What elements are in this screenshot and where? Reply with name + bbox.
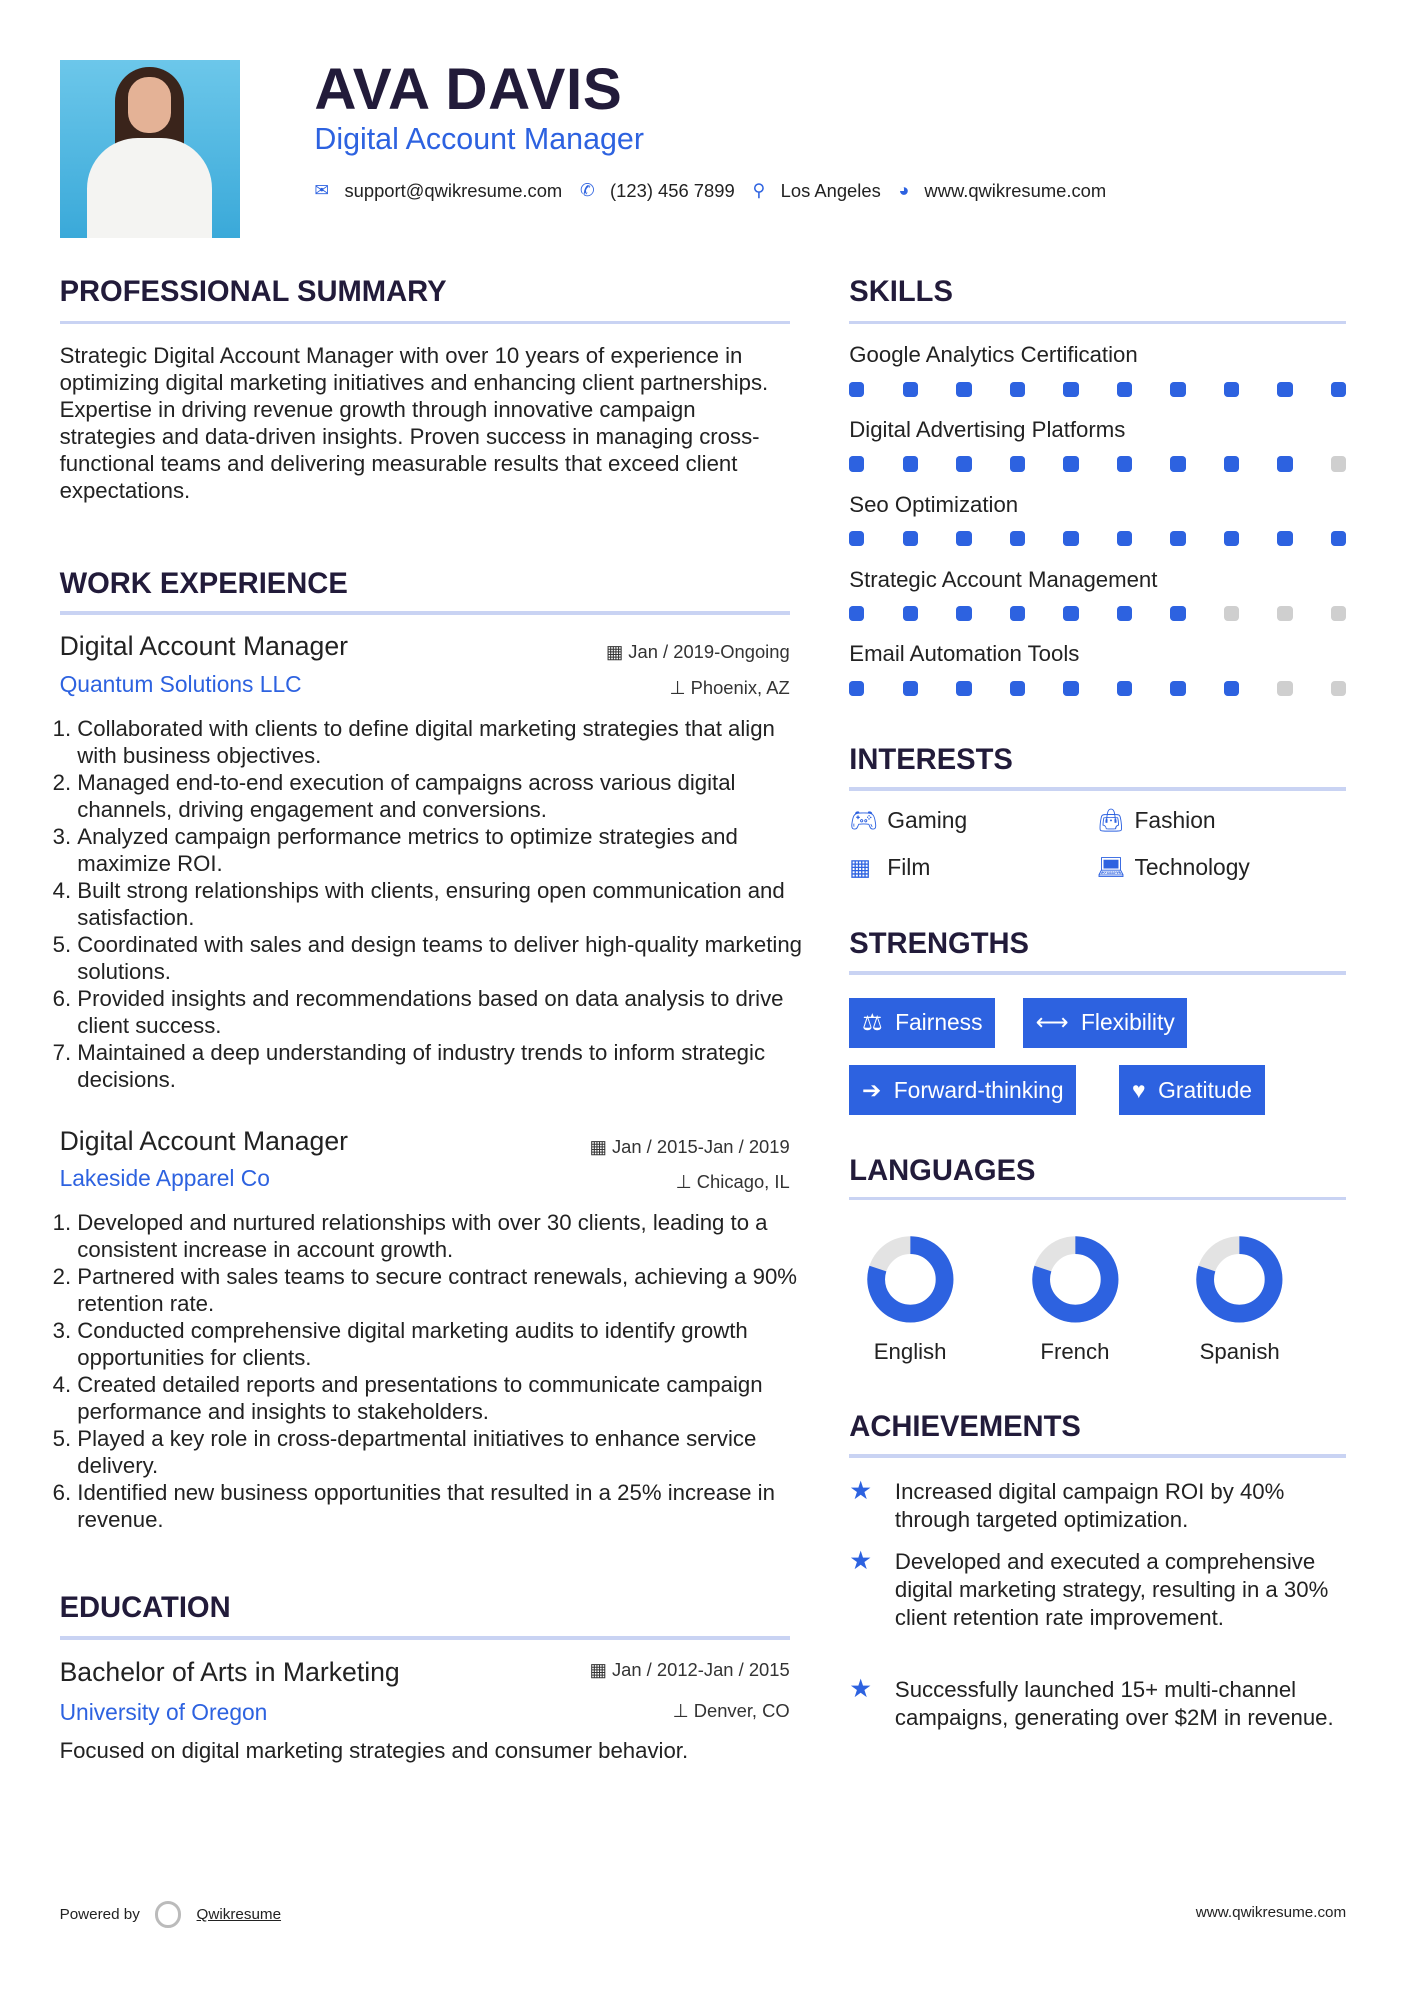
rating-dot-filled — [1063, 456, 1078, 471]
education-location — [507, 1700, 790, 1722]
language-name: Spanish — [1199, 1338, 1280, 1364]
rating-dot-filled — [1277, 382, 1292, 397]
location-text: Phoenix, AZ — [690, 676, 790, 698]
contact-phone[interactable]: (123) 456 7899 — [610, 179, 735, 201]
job-dates — [482, 1136, 790, 1158]
language-donut — [1031, 1235, 1120, 1324]
summary-heading: PROFESSIONAL SUMMARY — [59, 276, 447, 309]
company-name: Lakeside Apparel Co — [59, 1164, 270, 1191]
scale-icon: ⚖ — [861, 1009, 883, 1036]
skill-name: Google Analytics Certification — [849, 342, 1138, 368]
contact-bar — [314, 180, 1124, 202]
strengths-heading: STRENGTHS — [849, 927, 1029, 960]
rating-dot-filled — [1170, 531, 1185, 546]
location-text: Chicago, IL — [696, 1171, 790, 1193]
qwikresume-logo-icon — [155, 1901, 181, 1927]
interest-label: Gaming — [887, 807, 968, 834]
skill-rating — [849, 382, 1346, 397]
rating-dot-empty — [1277, 681, 1292, 696]
rating-dot-filled — [1117, 681, 1132, 696]
skill-rating — [849, 681, 1346, 696]
profile-photo — [60, 60, 240, 239]
rating-dot-empty — [1331, 456, 1346, 471]
strength-label: Flexibility — [1080, 1009, 1175, 1036]
rating-dot-empty — [1331, 606, 1346, 621]
skill-rating — [849, 531, 1346, 546]
pin-icon: ⊥ — [672, 1699, 694, 1721]
job-location — [482, 677, 790, 699]
strength-label: Fairness — [895, 1009, 983, 1036]
rating-dot-filled — [1010, 681, 1025, 696]
bullet-item: 7. Maintained a deep understanding of industry trends to inform strategic decisions. — [77, 1039, 807, 1093]
education-description: Focused on digital marketing strategies and consumer behavior. — [59, 1737, 689, 1763]
brand-link[interactable]: Qwikresume — [196, 1906, 282, 1924]
bullet-item: 2. Managed end-to-end execution of campaigns across various digital channels, driving engagement and conversions. — [77, 769, 807, 823]
skill-rating — [849, 606, 1346, 621]
divider — [60, 321, 790, 325]
achievement-text: Developed and executed a comprehensive digital marketing strategy, resulting in a 30% client retention rate improvement. — [894, 1548, 1329, 1630]
rating-dot-filled — [956, 456, 971, 471]
rating-dot-filled — [849, 681, 864, 696]
rating-dot-filled — [903, 681, 918, 696]
language-name: English — [873, 1338, 947, 1364]
rating-dot-filled — [956, 531, 971, 546]
rating-dot-filled — [1277, 456, 1292, 471]
job-title: Digital Account Manager — [59, 631, 348, 662]
pin-icon: ⊥ — [675, 1171, 697, 1193]
job-title: Digital Account Manager — [59, 1125, 348, 1156]
rating-dot-filled — [849, 456, 864, 471]
language-name: French — [1040, 1338, 1110, 1364]
strength-label: Forward-thinking — [893, 1076, 1064, 1103]
rating-dot-empty — [1277, 606, 1292, 621]
rating-dot-filled — [1331, 531, 1346, 546]
rating-dot-filled — [1063, 382, 1078, 397]
rating-dot-filled — [1063, 606, 1078, 621]
rating-dot-empty — [1331, 681, 1346, 696]
footer-url[interactable]: www.qwikresume.com — [1195, 1903, 1347, 1921]
bullet-item: 4. Created detailed reports and presentations to communicate campaign performance and insights to stakeholders. — [77, 1371, 807, 1425]
rating-dot-filled — [1224, 382, 1239, 397]
interest-technology — [1096, 854, 1249, 881]
language-donut — [1195, 1235, 1284, 1324]
calendar-icon: ▦ — [589, 1659, 612, 1681]
contact-location: Los Angeles — [780, 179, 881, 201]
rating-dot-filled — [1170, 681, 1185, 696]
school-name: University of Oregon — [59, 1698, 268, 1725]
strength-tag — [1119, 1065, 1264, 1116]
divider — [60, 611, 790, 615]
skill-name: Seo Optimization — [849, 491, 1019, 517]
rating-dot-filled — [1010, 382, 1025, 397]
strength-tag — [849, 998, 995, 1049]
rating-dot-empty — [1224, 606, 1239, 621]
divider — [849, 1197, 1346, 1201]
job-bullets — [60, 1209, 808, 1533]
rating-dot-filled — [956, 681, 971, 696]
interest-fashion — [1096, 807, 1215, 834]
company-name: Quantum Solutions LLC — [59, 670, 302, 697]
candidate-title: Digital Account Manager — [314, 121, 644, 156]
map-pin-icon: ⚲ — [752, 180, 766, 201]
interests-heading: INTERESTS — [849, 744, 1013, 777]
bullet-item: 5. Played a key role in cross-departmental initiatives to enhance service delivery. — [77, 1425, 807, 1479]
rating-dot-filled — [1170, 382, 1185, 397]
rating-dot-filled — [1117, 456, 1132, 471]
rating-dot-filled — [1170, 456, 1185, 471]
bullet-item: 5. Coordinated with sales and design teams to deliver high-quality marketing solutions. — [77, 931, 807, 985]
footer-powered — [60, 1901, 281, 1927]
bullet-item: 1. Developed and nurtured relationships with over 30 clients, leading to a consistent increase in account growth. — [77, 1209, 807, 1263]
job-location — [482, 1171, 790, 1193]
heart-icon: ♥ — [1131, 1076, 1146, 1103]
divider — [849, 971, 1346, 975]
strength-label: Gratitude — [1158, 1076, 1252, 1103]
rating-dot-filled — [1010, 531, 1025, 546]
phone-icon: ✆ — [579, 180, 595, 201]
envelope-icon: ✉ — [314, 180, 330, 201]
divider — [849, 787, 1346, 791]
skill-name: Email Automation Tools — [849, 641, 1080, 667]
bullet-item: 6. Identified new business opportunities that resulted in a 25% increase in revenue. — [77, 1479, 807, 1533]
degree-title: Bachelor of Arts in Marketing — [59, 1656, 400, 1687]
skill-name: Strategic Account Management — [849, 566, 1158, 592]
education-dates — [507, 1659, 790, 1681]
strength-tag — [1023, 998, 1187, 1049]
rating-dot-filled — [1117, 531, 1132, 546]
rating-dot-filled — [1010, 606, 1025, 621]
arrows-horizontal-icon: ⟷ — [1035, 1009, 1069, 1036]
rating-dot-filled — [1010, 456, 1025, 471]
language-donut — [866, 1235, 955, 1324]
star-icon: ★ — [849, 1477, 873, 1506]
rating-dot-filled — [1170, 606, 1185, 621]
interest-label: Film — [887, 854, 931, 881]
calendar-icon: ▦ — [589, 1135, 612, 1157]
achievement-item — [849, 1478, 1346, 1534]
bullet-item: 3. Conducted comprehensive digital marketing audits to identify growth opportunities for clients. — [77, 1317, 807, 1371]
interest-label: Technology — [1134, 854, 1250, 881]
pin-icon: ⊥ — [669, 676, 691, 698]
rating-dot-filled — [1117, 606, 1132, 621]
dates-text: Jan / 2019-Ongoing — [628, 641, 790, 663]
achievement-text: Successfully launched 15+ multi-channel campaigns, generating over $2M in revenue. — [894, 1676, 1334, 1730]
rating-dot-filled — [903, 456, 918, 471]
rating-dot-filled — [1224, 531, 1239, 546]
summary-text: Strategic Digital Account Manager with over 10 years of experience in optimizing digital marketing initiatives and enhancing client partnerships. Expertise in driving revenue growth through innovative campaign strategies and data-driven insights. Proven success in managing cross-functional teams and delivering measurable results that exceed client expectations. — [59, 343, 769, 504]
star-icon: ★ — [849, 1546, 873, 1575]
bullet-item: 1. Collaborated with clients to define digital marketing strategies that align with business objectives. — [77, 715, 807, 769]
achievement-item — [849, 1548, 1346, 1632]
divider — [60, 1636, 790, 1640]
bullet-item: 2. Partnered with sales teams to secure contract renewals, achieving a 90% retention rate. — [77, 1263, 807, 1317]
rating-dot-filled — [1277, 531, 1292, 546]
divider — [849, 1454, 1346, 1458]
job-dates — [482, 641, 790, 663]
film-icon: ▦ — [849, 854, 871, 881]
bullet-item: 6. Provided insights and recommendations based on data analysis to drive client success. — [77, 985, 807, 1039]
bullet-item: 4. Built strong relationships with clients, ensuring open communication and satisfaction. — [77, 877, 807, 931]
contact-email[interactable]: support@qwikresume.com — [344, 179, 563, 201]
achievement-text: Increased digital campaign ROI by 40% through targeted optimization. — [894, 1479, 1285, 1532]
languages-heading: LANGUAGES — [849, 1154, 1036, 1187]
job-bullets — [60, 715, 808, 1093]
calendar-icon: ▦ — [605, 641, 629, 663]
skill-rating — [849, 456, 1346, 471]
dates-text: Jan / 2015-Jan / 2019 — [611, 1135, 790, 1157]
rating-dot-filled — [1224, 456, 1239, 471]
bullet-item: 3. Analyzed campaign performance metrics to optimize strategies and maximize ROI. — [77, 823, 807, 877]
strength-tag — [849, 1065, 1076, 1116]
achievement-item — [849, 1676, 1346, 1732]
rating-dot-filled — [1331, 382, 1346, 397]
shopping-bag-icon: 👜︎ — [1096, 807, 1126, 834]
location-text: Denver, CO — [693, 1699, 790, 1721]
education-heading: EDUCATION — [59, 1592, 231, 1625]
dates-text: Jan / 2012-Jan / 2015 — [611, 1659, 790, 1681]
rating-dot-filled — [903, 606, 918, 621]
gamepad-icon: 🎮︎ — [849, 807, 879, 834]
rating-dot-filled — [1117, 382, 1132, 397]
arrow-right-icon: ➔ — [861, 1076, 882, 1103]
rating-dot-filled — [849, 606, 864, 621]
globe-icon: ◕ — [898, 180, 910, 201]
laptop-icon: 💻︎ — [1096, 854, 1126, 881]
skill-name: Digital Advertising Platforms — [849, 417, 1126, 443]
interest-gaming — [849, 807, 967, 834]
rating-dot-filled — [849, 531, 864, 546]
skills-heading: SKILLS — [849, 276, 953, 309]
rating-dot-filled — [903, 382, 918, 397]
interest-label: Fashion — [1134, 807, 1216, 834]
experience-heading: WORK EXPERIENCE — [59, 567, 348, 600]
rating-dot-filled — [1063, 531, 1078, 546]
achievements-heading: ACHIEVEMENTS — [849, 1410, 1081, 1443]
rating-dot-filled — [849, 382, 864, 397]
rating-dot-filled — [956, 382, 971, 397]
candidate-name: AVA DAVIS — [314, 56, 623, 122]
powered-by-text: Powered by — [59, 1906, 140, 1924]
contact-website[interactable]: www.qwikresume.com — [924, 179, 1107, 201]
rating-dot-filled — [1063, 681, 1078, 696]
rating-dot-filled — [956, 606, 971, 621]
divider — [849, 321, 1346, 325]
rating-dot-filled — [1224, 681, 1239, 696]
interest-film — [849, 854, 930, 881]
rating-dot-filled — [903, 531, 918, 546]
star-icon: ★ — [849, 1674, 873, 1703]
